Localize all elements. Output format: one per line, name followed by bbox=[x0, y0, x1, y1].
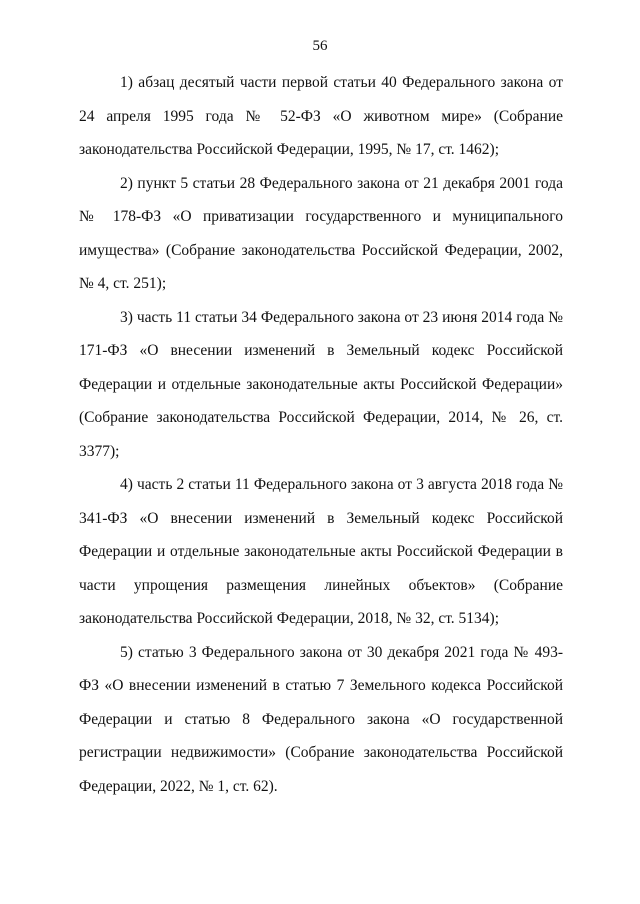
paragraph-item-1: 1) абзац десятый части первой статьи 40 Федерального закона от 24 апреля 1995 года № 52-ФЗ «О животном мире» (Собрание законодательства Российской Федерации, 1995, № 17, ст. 1462); bbox=[79, 74, 563, 158]
page-number: 56 bbox=[312, 38, 328, 54]
paragraph-item-2: 2) пункт 5 статьи 28 Федерального закона от 21 декабря 2001 года № 178-ФЗ «О приватизации государственного и муниципального имущества» (Собрание законодательства Российской Федерации, 2002, № 4, ст. 251); bbox=[79, 174, 563, 292]
document-body bbox=[79, 66, 563, 803]
paragraph-item-5: 5) статью 3 Федерального закона от 30 декабря 2021 года № 493-ФЗ «О внесении изменений в статью 7 Земельного кодекса Российской Федерации и статью 8 Федерального закона «О государственной регистрации недвижимости» (Собрание законодательства Российской Федерации, 2022, № 1, ст. 62). bbox=[79, 643, 563, 795]
paragraph-item-3: 3) часть 11 статьи 34 Федерального закона от 23 июня 2014 года № 171-ФЗ «О внесении изменений в Земельный кодекс Российской Федерации и отдельные законодательные акты Российской Федерации» (Собрание законодательства Российской Федерации, 2014, № 26, ст. 3377); bbox=[79, 308, 563, 460]
paragraph-item-4: 4) часть 2 статьи 11 Федерального закона от 3 августа 2018 года № 341-ФЗ «О внесении изменений в Земельный кодекс Российской Федерации и отдельные законодательные акты Российской Федерации в части упрощения размещения линейных объектов» (Собрание законодательства Российской Федерации, 2018, № 32, ст. 5134); bbox=[79, 476, 563, 627]
